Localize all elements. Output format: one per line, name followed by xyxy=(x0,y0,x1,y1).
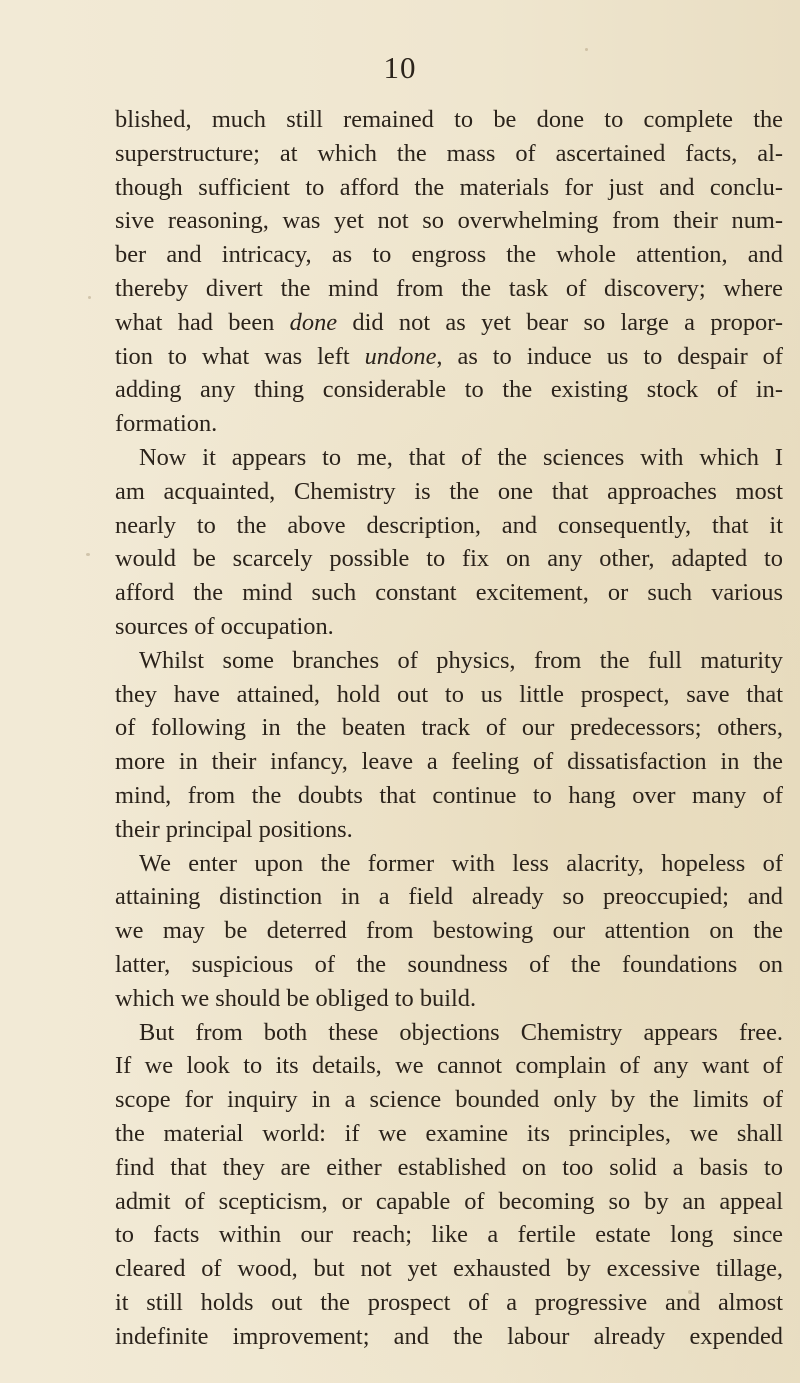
text-line xyxy=(115,1286,783,1320)
text-segment: ber and intricacy, as to engross the whole attention, and xyxy=(115,241,783,269)
text-segment: thereby divert the mind from the task of discovery; where xyxy=(115,274,783,302)
text-segment: to facts within our reach; like a fertile estate long since xyxy=(115,1221,783,1249)
text-line xyxy=(115,306,783,340)
text-segment: more in their infancy, leave a feeling of dissatisfaction in the xyxy=(115,748,783,776)
text-segment: adding any thing considerable to the existing stock of in- xyxy=(115,376,783,404)
paper-speck xyxy=(88,296,91,299)
text-segment: superstructure; at which the mass of ascertained facts, al- xyxy=(115,139,783,167)
text-line xyxy=(115,1320,783,1354)
text-line xyxy=(115,914,783,948)
text-segment: But from both these objections Chemistry appears free. xyxy=(139,1018,783,1046)
text-line xyxy=(115,137,783,171)
text-segment: though sufficient to afford the materials for just and conclu- xyxy=(115,173,783,201)
text-segment: formation. xyxy=(115,410,218,438)
paper-speck xyxy=(585,48,588,51)
text-line xyxy=(115,272,783,306)
text-line xyxy=(115,779,783,813)
text-line xyxy=(115,542,783,576)
text-line xyxy=(115,982,783,1016)
text-line xyxy=(115,1151,783,1185)
text-segment: tion to what was left xyxy=(115,342,365,370)
text-segment: which we should be obliged to build. xyxy=(115,984,477,1012)
text-segment: find that they are either established on too solid a basis to xyxy=(115,1153,783,1181)
text-segment: it still holds out the prospect of a progressive and almost xyxy=(115,1288,783,1316)
text-line xyxy=(115,644,783,678)
text-segment: am acquainted, Chemistry is the one that approaches most xyxy=(115,477,783,505)
text-line xyxy=(115,948,783,982)
text-line xyxy=(115,1218,783,1252)
text-line xyxy=(115,576,783,610)
text-line xyxy=(115,373,783,407)
text-line xyxy=(115,475,783,509)
text-segment: we may be deterred from bestowing our attention on the xyxy=(115,917,783,945)
paper-speck xyxy=(772,690,775,693)
paper-speck xyxy=(688,1290,692,1294)
text-line xyxy=(115,880,783,914)
text-line xyxy=(115,103,783,137)
text-segment: Now it appears to me, that of the sciences with which I xyxy=(139,443,783,471)
text-line xyxy=(115,238,783,272)
text-line xyxy=(115,1117,783,1151)
text-segment: blished, much still remained to be done to complete the xyxy=(115,106,783,133)
text-segment: We enter upon the former with less alacrity, hopeless of xyxy=(139,849,783,877)
text-segment: nearly to the above description, and consequently, that it xyxy=(115,511,783,539)
text-line xyxy=(115,1016,783,1050)
text-line xyxy=(115,745,783,779)
text-line xyxy=(115,509,783,543)
text-line xyxy=(115,711,783,745)
text-segment: the material world: if we examine its principles, we shall xyxy=(115,1119,783,1147)
text-segment: their principal positions. xyxy=(115,815,353,843)
text-segment: they have attained, hold out to us little prospect, save that xyxy=(115,680,783,708)
text-line xyxy=(115,171,783,205)
text-segment: attaining distinction in a field already so preoccupied; and xyxy=(115,883,783,911)
text-segment: admit of scepticism, or capable of becoming so by an appeal xyxy=(115,1187,783,1215)
text-segment: scope for inquiry in a science bounded only by the limits of xyxy=(115,1086,783,1114)
text-line xyxy=(115,678,783,712)
text-line xyxy=(115,441,783,475)
text-line xyxy=(115,813,783,847)
italic-word: done xyxy=(289,308,338,336)
text-segment: what had been xyxy=(115,308,290,336)
text-line xyxy=(115,340,783,374)
italic-word: undone xyxy=(364,342,437,370)
text-segment: did not as yet bear so large a propor- xyxy=(337,308,783,336)
text-segment: sive reasoning, was yet not so overwhelming from their num- xyxy=(115,207,783,235)
text-segment: sources of occupation. xyxy=(115,612,334,640)
text-segment: If we look to its details, we cannot complain of any want of xyxy=(115,1052,783,1080)
text-segment: of following in the beaten track of our predecessors; others, xyxy=(115,714,783,742)
text-segment: latter, suspicious of the soundness of the foundations on xyxy=(115,950,783,978)
text-line xyxy=(115,1083,783,1117)
paper-speck xyxy=(86,553,90,556)
text-segment: cleared of wood, but not yet exhausted by excessive tillage, xyxy=(115,1255,783,1283)
text-line xyxy=(115,1049,783,1083)
text-line xyxy=(115,1185,783,1219)
page-number: 10 xyxy=(383,50,417,85)
text-segment: indefinite improvement; and the labour already expended xyxy=(115,1322,783,1350)
text-segment: afford the mind such constant excitement, or such various xyxy=(115,579,783,607)
text-segment: would be scarcely possible to fix on any other, adapted to xyxy=(115,545,783,573)
text-line xyxy=(115,1252,783,1286)
text-line xyxy=(115,204,783,238)
text-line xyxy=(115,610,783,644)
text-line xyxy=(115,407,783,441)
text-line xyxy=(115,847,783,881)
text-segment: Whilst some branches of physics, from the full maturity xyxy=(139,646,783,674)
text-segment: mind, from the doubts that continue to hang over many of xyxy=(115,781,783,809)
body-text xyxy=(115,103,783,1353)
text-segment: , as to induce us to despair of xyxy=(436,342,784,370)
